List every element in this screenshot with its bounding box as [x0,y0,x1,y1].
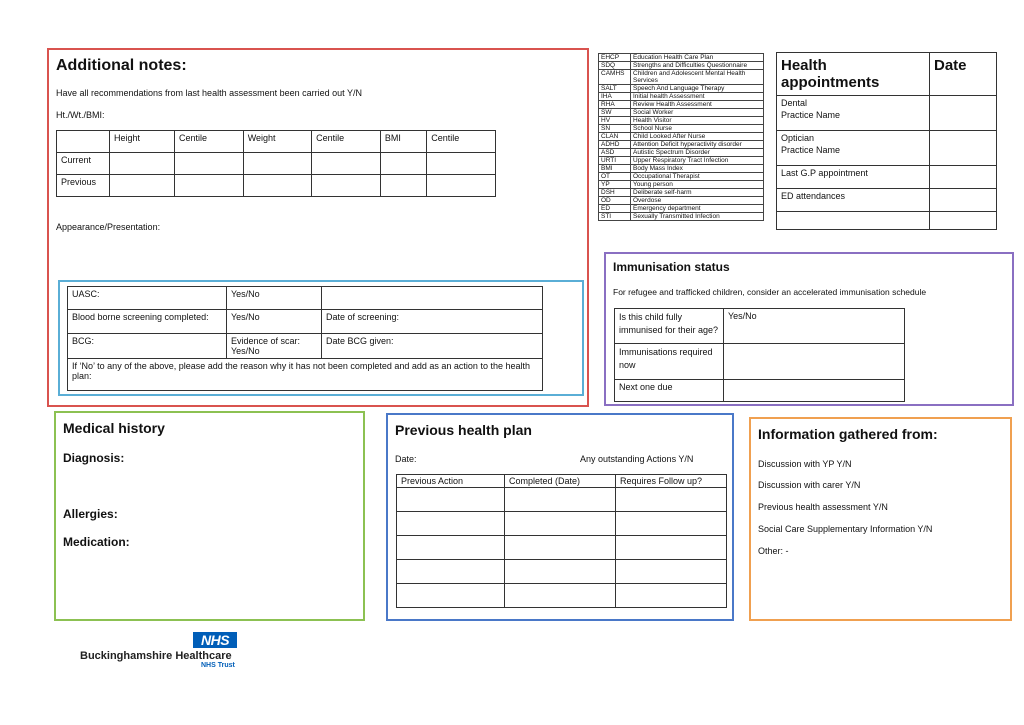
table-header: Centile [312,131,381,153]
table-cell[interactable] [397,560,505,584]
information-gathered-section [749,417,1012,621]
uasc-section [58,280,584,396]
table-header-row [777,53,997,96]
table-cell[interactable] [322,287,543,310]
table-header [57,131,110,153]
abbreviation-meaning: Initial health Assessment [631,93,764,101]
row-label-current: Current [57,153,110,175]
abbreviation-meaning: Emergency department [631,205,764,213]
table-cell[interactable] [930,131,997,166]
appearance-label: Appearance/Presentation: [56,222,161,232]
abbreviation-code: RHA [599,101,631,109]
immunisations-required-label: Immunisations required now [615,344,724,380]
table-cell[interactable] [397,512,505,536]
table-row [777,189,997,212]
abbreviation-row [599,93,764,101]
table-row [397,512,727,536]
abbreviation-row [599,213,764,221]
table-row [397,584,727,608]
abbreviation-code: OT [599,173,631,181]
table-cell[interactable] [312,153,381,175]
immunisation-note: For refugee and trafficked children, consider an accelerated immunisation schedule [613,287,927,297]
uasc-reason-note: If ‘No’ to any of the above, please add the reason why it has not been completed and add as an action to the health plan: [68,359,543,391]
gp-appointment-label: Last G.P appointment [777,166,930,189]
abbreviation-meaning: Young person [631,181,764,189]
table-cell[interactable] [243,175,311,197]
fully-immunised-yes-no: Yes/No [724,309,905,344]
table-row [397,536,727,560]
organisation-name: Buckinghamshire Healthcare [80,650,232,662]
table-cell[interactable] [616,512,727,536]
abbreviation-code: SALT [599,85,631,93]
uasc-yes-no: Yes/No [227,287,322,310]
table-cell[interactable] [110,175,175,197]
abbreviation-row [599,54,764,62]
abbreviation-code: STI [599,213,631,221]
table-row [68,359,543,391]
table-cell[interactable] [505,536,616,560]
table-row [397,560,727,584]
abbreviation-meaning: Child Looked After Nurse [631,133,764,141]
table-cell[interactable] [616,584,727,608]
table-cell[interactable] [616,560,727,584]
table-header-row [397,475,727,488]
plan-date-label: Date: [395,454,417,464]
blood-screening-label: Blood borne screening completed: [68,310,227,334]
date-bcg-given-label: Date BCG given: [322,334,543,359]
table-row [68,334,543,359]
abbreviation-meaning: Review Health Assessment [631,101,764,109]
allergies-label: Allergies: [63,507,118,521]
measurements-table [56,130,496,197]
table-row [777,166,997,189]
abbreviation-meaning: Sexually Transmitted Infection [631,213,764,221]
abbreviation-row [599,173,764,181]
abbreviation-row [599,85,764,93]
table-cell[interactable] [427,153,496,175]
abbreviation-row [599,205,764,213]
abbreviation-meaning: Speech And Language Therapy [631,85,764,93]
table-cell[interactable] [724,344,905,380]
medical-history-title: Medical history [63,420,165,436]
table-cell[interactable] [616,488,727,512]
abbreviation-row [599,197,764,205]
table-header: Centile [427,131,496,153]
table-cell[interactable] [505,488,616,512]
ed-attendances-label: ED attendances [777,189,930,212]
abbreviation-code: OD [599,197,631,205]
abbreviation-meaning: Strengths and Difficulties Questionnaire [631,62,764,70]
table-cell[interactable] [243,153,311,175]
table-row [777,96,997,131]
dental-cell [777,96,930,131]
recommendations-question: Have all recommendations from last health assessment been carried out Y/N [56,88,362,98]
abbreviation-row [599,189,764,197]
abbreviation-code: CAMHS [599,70,631,85]
table-cell[interactable] [380,175,426,197]
uasc-table [67,286,543,391]
info-item: Other: - [758,546,789,556]
abbreviation-code: SW [599,109,631,117]
abbreviation-row [599,101,764,109]
date-of-screening-label: Date of screening: [322,310,543,334]
abbreviation-row [599,117,764,125]
info-item: Discussion with carer Y/N [758,480,861,490]
abbreviation-code: URTI [599,157,631,165]
table-cell[interactable] [777,212,930,230]
abbreviation-meaning: Health Visitor [631,117,764,125]
outstanding-actions-label: Any outstanding Actions Y/N [580,454,694,464]
table-cell[interactable] [930,166,997,189]
abbreviation-code: IHA [599,93,631,101]
abbreviation-code: ADHD [599,141,631,149]
additional-notes-title: Additional notes: [56,57,187,74]
abbreviations-table [598,53,764,221]
info-item: Social Care Supplementary Information Y/N [758,524,933,534]
abbreviation-row [599,181,764,189]
uasc-label: UASC: [68,287,227,310]
abbreviation-code: ED [599,205,631,213]
table-row [57,153,496,175]
abbreviation-code: SN [599,125,631,133]
abbreviation-code: BMI [599,165,631,173]
dental-label: Dental [781,98,808,108]
table-cell[interactable] [930,189,997,212]
abbreviation-row [599,165,764,173]
ht-wt-bmi-label: Ht./Wt./BMI: [56,110,105,120]
table-header: Centile [175,131,244,153]
abbreviation-meaning: Upper Respiratory Tract Infection [631,157,764,165]
optician-practice-label: Practice Name [781,145,841,155]
bcg-label: BCG: [68,334,227,359]
abbreviation-meaning: Autistic Spectrum Disorder [631,149,764,157]
abbreviation-code: SDQ [599,62,631,70]
abbreviation-code: DSH [599,189,631,197]
abbreviation-meaning: Deliberate self-harm [631,189,764,197]
abbreviation-code: EHCP [599,54,631,62]
abbreviation-row [599,133,764,141]
abbreviation-meaning: Occupational Therapist [631,173,764,181]
immunisation-title: Immunisation status [613,260,730,274]
previous-health-plan-section [386,413,734,621]
table-cell[interactable] [616,536,727,560]
evidence-of-scar-label: Evidence of scar: Yes/No [227,334,322,359]
table-header: Previous Action [397,475,505,488]
table-row [57,175,496,197]
previous-health-plan-title: Previous health plan [395,422,532,438]
info-item: Discussion with YP Y/N [758,459,852,469]
table-header: Completed (Date) [505,475,616,488]
table-cell[interactable] [397,488,505,512]
abbreviation-row [599,125,764,133]
table-cell[interactable] [380,153,426,175]
health-appointments-table [776,52,997,230]
immunisation-table [614,308,905,402]
table-row [777,131,997,166]
table-row [615,309,905,344]
dental-practice-label: Practice Name [781,110,841,120]
table-row [777,212,997,230]
optician-cell [777,131,930,166]
table-cell[interactable] [427,175,496,197]
table-cell[interactable] [397,536,505,560]
abbreviation-meaning: Overdose [631,197,764,205]
fully-immunised-label: Is this child fully immunised for their age? [615,309,724,344]
table-header: Requires Follow up? [616,475,727,488]
info-item: Previous health assessment Y/N [758,502,888,512]
immunisation-section [604,252,1014,406]
abbreviation-meaning: Body Mass Index [631,165,764,173]
next-due-label: Next one due [615,380,724,402]
optician-label: Optician [781,133,815,143]
abbreviation-meaning: Children and Adolescent Mental Health Services [631,70,764,85]
nhs-trust-label: NHS Trust [201,662,235,669]
abbreviation-code: CLAN [599,133,631,141]
table-cell[interactable] [110,153,175,175]
table-row [615,344,905,380]
table-header: Height [110,131,175,153]
table-row [397,488,727,512]
table-cell[interactable] [505,560,616,584]
abbreviation-row [599,62,764,70]
abbreviation-code: ASD [599,149,631,157]
table-header: BMI [380,131,426,153]
table-cell[interactable] [175,153,244,175]
abbreviation-row [599,109,764,117]
nhs-logo: NHS [193,632,237,648]
row-label-previous: Previous [57,175,110,197]
abbreviation-meaning: Education Health Care Plan [631,54,764,62]
table-cell[interactable] [312,175,381,197]
abbreviation-meaning: School Nurse [631,125,764,133]
abbreviation-row [599,70,764,85]
health-appointments-title: Health appointments [777,53,930,96]
abbreviation-code: HV [599,117,631,125]
table-cell[interactable] [397,584,505,608]
table-row [68,287,543,310]
date-header: Date [930,53,997,96]
table-row [615,380,905,402]
table-header: Weight [243,131,311,153]
table-cell[interactable] [505,512,616,536]
table-cell[interactable] [930,96,997,131]
blood-screening-yes-no: Yes/No [227,310,322,334]
abbreviation-meaning: Attention Deficit hyperactivity disorder [631,141,764,149]
previous-actions-table [396,474,727,608]
table-cell[interactable] [724,380,905,402]
medication-label: Medication: [63,535,130,549]
table-cell[interactable] [505,584,616,608]
abbreviation-row [599,141,764,149]
table-header-row [57,131,496,153]
medical-history-section [54,411,365,621]
abbreviation-meaning: Social Worker [631,109,764,117]
table-cell[interactable] [175,175,244,197]
abbreviation-row [599,149,764,157]
table-row [68,310,543,334]
abbreviation-row [599,157,764,165]
information-gathered-title: Information gathered from: [758,426,938,442]
diagnosis-label: Diagnosis: [63,451,125,465]
table-cell[interactable] [930,212,997,230]
abbreviation-code: YP [599,181,631,189]
